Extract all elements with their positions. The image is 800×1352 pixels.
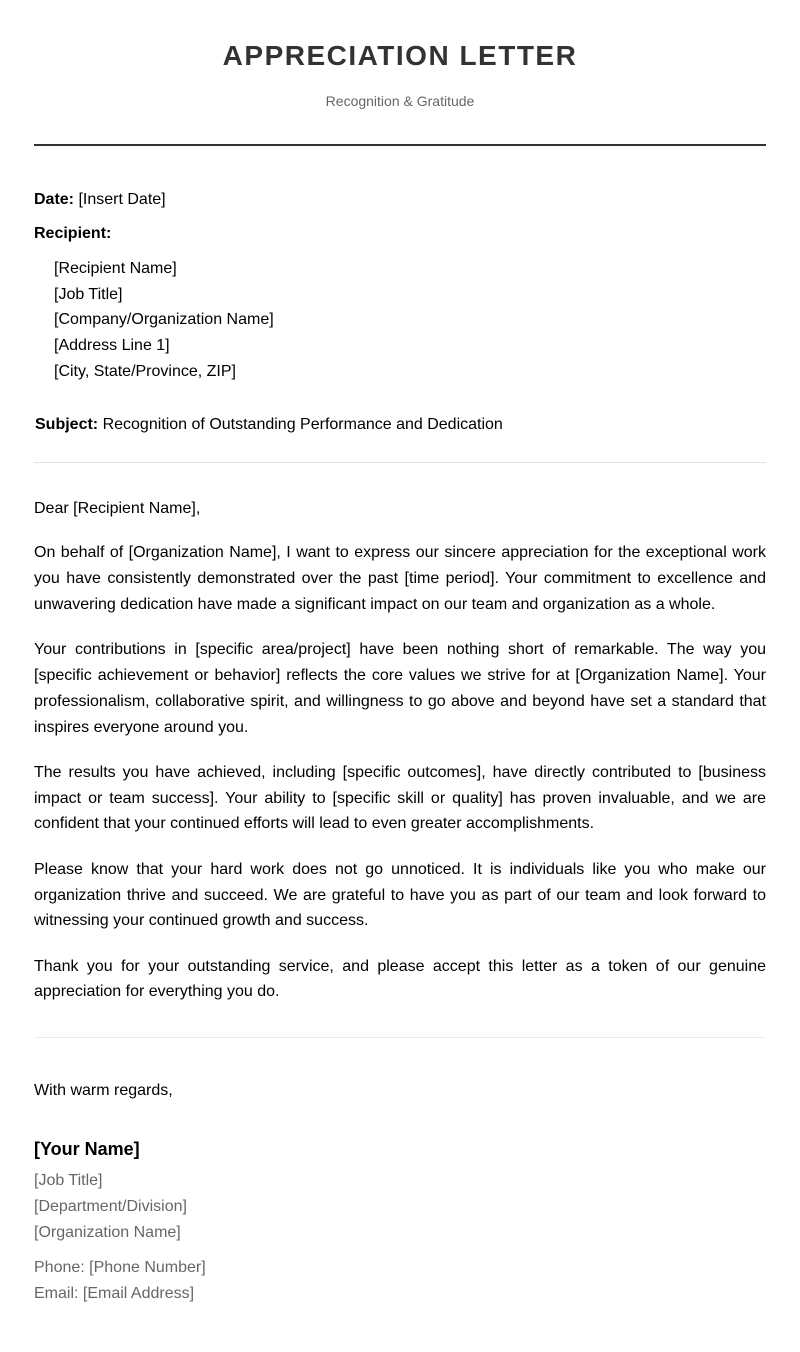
recipient-label: Recipient:	[34, 225, 112, 242]
salutation: Dear [Recipient Name],	[34, 499, 201, 517]
recipient-label-line	[34, 224, 766, 244]
signer-details	[34, 1168, 766, 1245]
recipient-job-title: [Job Title]	[54, 285, 123, 303]
signer-organization: [Organization Name]	[34, 1223, 181, 1241]
letter-subtitle: Recognition & Gratitude	[325, 93, 475, 109]
letter-body	[34, 496, 766, 1006]
body-paragraph: On behalf of [Organization Name], I want to express our sincere appreciation for the exceptional work you have consistently demonstrated over the past [time period]. Your commitment to excellence and unwavering dedication have made a significant impact on our team and organization as a whole.	[34, 544, 766, 613]
letter-meta	[34, 190, 766, 244]
date-line	[34, 190, 766, 210]
recipient-company: [Company/Organization Name]	[54, 311, 274, 329]
letter-title: APPRECIATION LETTER	[222, 40, 578, 71]
letter-header	[34, 0, 766, 110]
recipient-name: [Recipient Name]	[54, 260, 177, 277]
recipient-address	[34, 256, 766, 385]
body-paragraph: Your contributions in [specific area/project] have been nothing short of remarkable. The way you [specific achievement or behavior] reflects the core values we strive for at [Organization Name]. Your professionalism, collaborative spirit, and willingness to go above and beyond have set a standard that inspires everyone around you.	[34, 641, 766, 736]
subject-value: Recognition of Outstanding Performance and Dedication	[102, 415, 503, 433]
signer-name: [Your Name]	[34, 1139, 140, 1160]
subject-line	[34, 415, 766, 435]
closing-divider	[34, 1037, 766, 1038]
signer-department: [Department/Division]	[34, 1197, 187, 1215]
signature-block	[34, 1081, 766, 1306]
subject-label: Subject:	[35, 415, 99, 433]
body-paragraph: The results you have achieved, including [specific outcomes], have directly contributed to [business impact or team success]. Your ability to [specific skill or quality] has proven invaluable, and we are confident that your continued efforts will lead to even greater accomplishments.	[34, 763, 766, 833]
signer-contact	[34, 1255, 766, 1305]
date-label: Date:	[34, 191, 75, 208]
body-paragraph: Thank you for your outstanding service, and please accept this letter as a token of our genuine appreciation for everything you do.	[34, 957, 766, 1001]
recipient-address-line: [Address Line 1]	[54, 337, 170, 355]
signer-phone: Phone: [Phone Number]	[34, 1259, 206, 1277]
signer-email: Email: [Email Address]	[34, 1284, 195, 1302]
header-divider	[34, 144, 766, 146]
signer-job-title: [Job Title]	[34, 1172, 103, 1190]
closing-text: With warm regards,	[34, 1082, 173, 1100]
subject-divider	[34, 462, 766, 463]
recipient-city: [City, State/Province, ZIP]	[54, 362, 236, 380]
body-paragraph: Please know that your hard work does not go unnoticed. It is individuals like you who make our organization thrive and succeed. We are grateful to have you as part of our team and look forward to witnessing your continued growth and success.	[34, 860, 766, 930]
date-value: [Insert Date]	[78, 191, 166, 208]
